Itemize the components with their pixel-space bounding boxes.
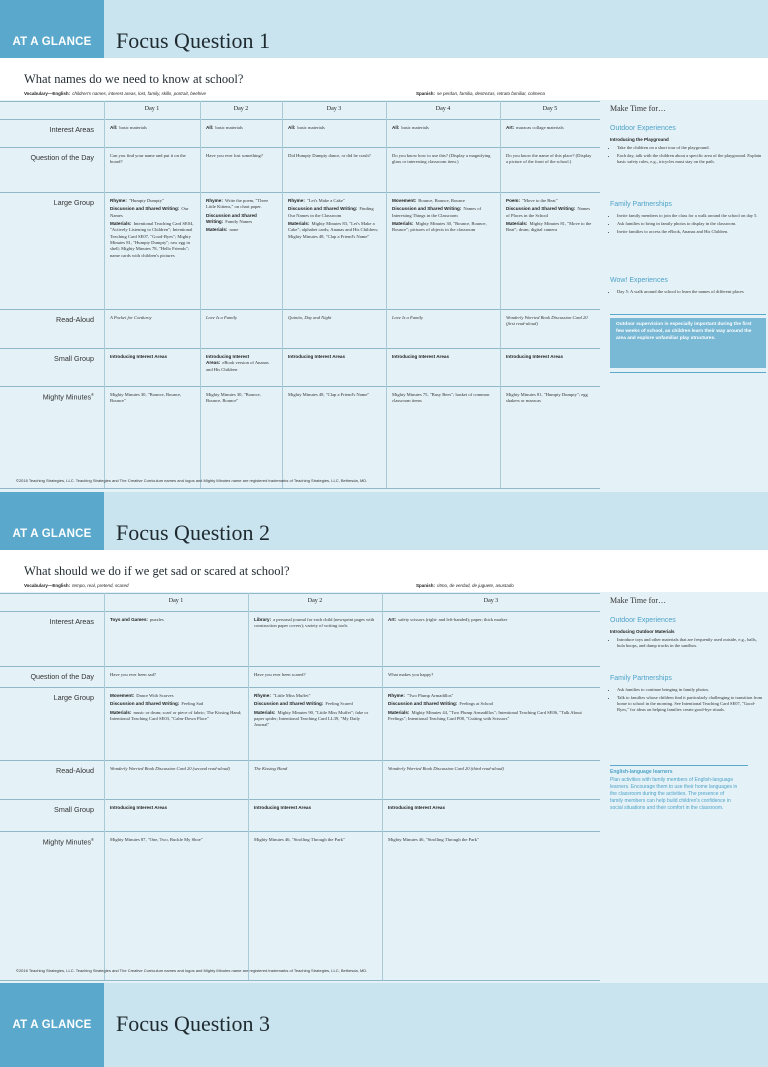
grid-row-line [0,611,600,612]
at-a-glance-label: AT A GLANCE [0,983,104,1067]
cell-label: Materials: [388,709,410,715]
cell-label: Materials: [506,220,528,226]
row-label-text: Question of the Day [30,672,94,681]
grid-row-line [0,101,600,102]
grid-col-line [104,101,105,488]
cell-text: Names of Places in the School [506,206,591,218]
cell-text: Feelings at School [459,701,494,707]
cell-label: Art: [506,125,515,130]
cell-line [206,227,276,233]
day-header: Day 4 [435,106,451,112]
day-header: Day 2 [233,106,249,112]
cell-text: eBook version of Ananas and His Children [206,360,269,372]
read-aloud-cell: Wonderly Worried Book Discussion Card 20 (second read-aloud) [110,766,230,771]
outdoor-list [610,145,765,167]
cell-line [110,206,194,219]
large-group-cell [392,198,494,236]
large-group-cell [254,693,376,731]
cell-label: Movement: [110,693,135,698]
cell-text: "Humpty Dumpty" [128,198,164,203]
fq1-section [0,0,768,492]
row-label [0,153,94,162]
cell-text: "Move to the Beat" [522,198,558,203]
cell-label: Introducing Interest Areas [506,354,564,359]
grid-row-line [0,309,600,310]
vocabulary-spanish [416,583,514,588]
cell-line [392,198,494,204]
cell-text: music or drum; scarf or piece of fabric; The Kissing Hand; Intentional Teaching Card SE03, "Calm-Down Place" [110,709,242,721]
large-group-cell [288,198,380,242]
question-of-the-day-cell: What makes you happy? [388,672,434,677]
cell-line [110,701,242,707]
grid-row-line [0,831,600,832]
row-label-text: Interest Areas [49,125,94,134]
row-label-text: Mighty Minutes [42,392,92,402]
cell-label: Materials: [254,709,276,715]
vocabulary-english [24,583,128,588]
cell-line [206,213,276,226]
interest-area-cell [288,125,380,131]
mighty-minutes-cell: Mighty Minutes 46, "Strolling Through the Park" [388,837,479,842]
cell-text: basic materials [401,125,429,130]
cell-label: All: [206,125,214,130]
read-aloud-cell: A Pocket for Corduroy [110,315,152,320]
small-group-cell [388,805,594,811]
interest-area-cell [506,125,594,131]
cell-line [388,693,594,699]
large-group-cell [206,198,276,236]
small-group-cell [506,354,594,360]
read-aloud-cell: The Kissing Hand [254,766,288,771]
grid-row-line [0,147,600,148]
grid-row-line [0,348,600,349]
list-item: • Introduce toys and other materials that are frequently used outside, e.g., balls, hula hoops, and dump trucks in the sandbox. [617,637,765,649]
vocab-words: children's names, interest areas, lost, family, skills, portrait, beehive [72,91,207,96]
vocabulary-english [24,91,206,96]
ell-rule [610,765,748,766]
cell-label: Rhyme: [110,198,127,203]
row-label [0,693,94,702]
cell-label: Discussion and Shared Writing: [110,206,180,212]
callout-rule [610,314,766,315]
day-header: Day 2 [307,598,323,604]
grid-col-line [386,101,387,488]
wow-list [610,289,765,297]
small-group-cell [288,354,380,360]
cell-label: Discussion and Shared Writing: [388,701,458,707]
grid-col-line [500,101,501,488]
interest-area-cell [392,125,494,131]
cell-label: Movement: [392,198,417,203]
list-item: • Ask families to bring in family photos to display in the classroom. [617,221,765,227]
vocabulary-spanish [416,91,545,96]
cell-label: Art: [388,617,397,622]
day-header: Day 5 [542,106,558,112]
cell-label: Materials: [110,220,132,226]
cell-text: "Let's Make a Cake" [306,198,345,203]
cell-text: "Little Miss Muffet" [272,693,311,698]
cell-text: Feeling Sad [181,701,204,707]
cell-text: Finding Our Names in the Classroom [288,206,374,218]
cell-label: Introducing Interest Areas [110,354,168,359]
read-aloud-cell: Wonderly Worried Book Discussion Card 20 (first read-aloud) [506,315,588,327]
mighty-minutes-cell: Mighty Minutes 46, "Strolling Through the Park" [254,837,345,842]
cell-label: Discussion and Shared Writing: [506,206,576,212]
question-of-the-day-cell: Have you ever been scared? [254,672,306,677]
row-label-text: Mighty Minutes [42,837,92,847]
family-list [610,687,765,715]
question-of-the-day-cell: Do you know how to use this? (Display a magnifying glass or interesting classroom item.) [392,153,491,165]
grid-col-line [248,593,249,980]
row-label [0,617,94,626]
fq3-section [0,983,768,1043]
list-item: • Ask families to continue bringing in family photos. [617,687,765,693]
focus-question-title: Focus Question 2 [116,520,270,545]
list-item: • Invite families to access the eBook, Ananas and His Children. [617,229,765,235]
cell-line [254,710,376,729]
cell-text: basic materials [215,125,243,130]
family-list [610,213,765,237]
grid-row-line [0,119,600,120]
cell-text: basic materials [297,125,325,130]
interest-area-cell [206,125,276,131]
cell-label: Rhyme: [388,693,405,698]
make-time-header: Make Time for… [610,596,666,605]
grid-row-line [0,687,600,688]
cell-label: All: [288,125,296,130]
cell-label: Discussion and Shared Writing: [110,701,180,707]
row-label-text: Small Group [54,805,94,814]
spanish-label: Spanish: [416,91,436,96]
cell-label: Materials: [392,220,414,226]
question-of-the-day-cell: Did Humpty Dumpty dance, or did he crash? [288,153,371,158]
mighty-minutes-cell: Mighty Minutes 81, "Humpty Dumpty"; egg shakers or maracas [506,392,588,404]
grid-col-line [104,593,105,980]
cell-text: Family Names [225,218,253,224]
copyright-footer: ©2016 Teaching Strategies, LLC. Teaching Strategies and The Creative Curriculum names and logos and Mighty Minutes name are registered trademarks of Teaching Strategies, LLC, Bethesda, MD. [16,478,368,483]
grid-row-line [0,488,600,489]
make-time-header: Make Time for… [610,104,666,113]
callout-rule-bottom [610,372,766,373]
row-label [0,805,94,814]
outdoor-subheading: Introducing Outdoor Materials [610,629,675,634]
small-group-cell [206,354,276,373]
focus-question-title: Focus Question 3 [116,1011,270,1036]
row-label-text: Large Group [53,693,94,702]
cell-line [110,198,194,204]
cell-label: All: [110,125,118,130]
spanish-label: Spanish: [416,583,436,588]
cell-label: Materials: [288,220,310,226]
grid-row-line [0,386,600,387]
cell-line [206,198,276,211]
row-label-text: Interest Areas [49,617,94,626]
spanish-words: se perdan, familia, destrezas, retrato familiar, colmena [437,91,546,96]
row-label [0,198,94,207]
cell-text: Dance With Scarves [136,693,174,698]
row-label [0,672,94,681]
cell-text: Intentional Teaching Card SE04, "Actively Listening to Children"; Intentional Teaching Card SE07, "Good-Byes"; Mighty Minutes 81, "Humpty Dumpty"; raw egg in shell; Mighty Minutes 78, "Hello Friends"; name cards with children's pictures [110,220,194,258]
at-a-glance-label: AT A GLANCE [0,0,104,84]
family-partnerships-heading: Family Partnerships [610,201,672,208]
small-group-cell [110,805,242,811]
row-label [0,354,94,363]
fq2-section [0,492,768,983]
cell-text: Mighty Minutes 44, "Two Plump Armadillos"; Intentional Teaching Card SE06, "Talk About Feelings"; Intentional Teaching Card P08, "Cutting with Scissors" [388,709,582,721]
question-of-the-day-cell: Have you ever lost something? [206,153,263,158]
cell-line [392,221,494,234]
small-group-cell [254,805,376,811]
cell-line [288,198,380,204]
family-partnerships-heading: Family Partnerships [610,675,672,682]
outdoor-subheading: Introducing the Playground [610,137,669,142]
cell-label: Introducing Interest Areas: [206,354,250,366]
cell-text: Write the poem, "Three Little Kittens," on chart paper. [206,198,269,210]
cell-line [288,206,380,219]
cell-text: Names of Interesting Things in the Classroom [392,206,482,218]
small-group-cell [110,354,194,360]
cell-line [110,710,242,723]
day-header: Day 3 [326,106,342,112]
row-label [0,837,94,846]
cell-text: a personal journal for each child (newsprint pages with construction paper covers); variety of writing tools [254,617,375,629]
read-aloud-cell: Love Is a Family [206,315,238,320]
grid-row-line [0,799,600,800]
read-aloud-cell: Quinito, Day and Night [288,315,332,320]
cell-label: Discussion and Shared Writing: [392,206,462,212]
ell-heading: English-language learners [610,769,673,775]
outdoor-experiences-heading: Outdoor Experiences [610,617,676,624]
outdoor-list [610,637,765,651]
focus-question-text: What names do we need to know at school? [24,72,244,86]
cell-text: Feeling Scared [325,701,353,707]
copyright-footer: ©2016 Teaching Strategies, LLC. Teaching Strategies and The Creative Curriculum names and logos and Mighty Minutes name are registered trademarks of Teaching Strategies, LLC, Bethesda, MD. [16,968,368,973]
cell-line [288,221,380,240]
mighty-minutes-cell: Mighty Minutes 30, "Bounce, Bounce, Bounce" [110,392,182,404]
read-aloud-cell: Love Is a Family [392,315,424,320]
cell-line [388,710,594,723]
list-item: • Day 5: A walk around the school to learn the names of different places [617,289,765,295]
question-of-the-day-cell: Do you know the name of this place? (Display a picture of the front of the school.) [506,153,592,165]
large-group-cell [388,693,594,724]
row-label-text: Large Group [53,198,94,207]
cell-line [506,221,594,234]
vocab-label: Vocabulary—English: [24,91,71,96]
cell-line [254,701,376,707]
cell-line [388,701,594,707]
cell-label: Poem: [506,198,521,203]
grid-row-line [0,760,600,761]
list-item: • Take the children on a short tour of the playground. [617,145,765,151]
grid-col-line [382,593,383,980]
cell-label: Toys and Games: [110,617,148,622]
cell-text: Bounce, Bounce, Bounce [418,198,465,203]
interest-area-cell [110,125,194,131]
mighty-minutes-cell: Mighty Minutes 48, "Clap a Friend's Name" [288,392,370,397]
cell-text: Mighty Minutes 90, "Little Miss Muffet"; fake or paper spider; Intentional Teaching Card LL39, "My Daily Journal" [254,709,369,728]
small-group-cell [392,354,494,360]
read-aloud-cell: Wonderly Worried Book Discussion Card 20 (third read-aloud) [388,766,504,771]
at-a-glance-label: AT A GLANCE [0,492,104,576]
cell-label: Materials: [206,227,228,233]
cell-text: puzzles [149,617,164,622]
cell-text: safety scissors (right- and left-handed); paper; thick marker [398,617,508,622]
row-label-text: Question of the Day [30,153,94,162]
list-item: • Each day, talk with the children about a specific area of the playground. Explain basic safety rules, e.g., tricycles must stay on the path. [617,153,765,165]
cell-line [110,221,194,259]
grid-col-line [200,101,201,488]
cell-label: Discussion and Shared Writing: [288,206,358,212]
cell-label: Library: [254,617,272,622]
cell-text: Mighty Minutes 30, "Bounce, Bounce, Bounce"; pictures of objects in the classroom [392,220,487,233]
cell-text: basic materials [119,125,147,130]
mighty-minutes-cell: Mighty Minutes 30, "Bounce, Bounce, Bounce" [206,392,261,404]
cell-label: Discussion and Shared Writing: [206,212,257,224]
cell-label: Rhyme: [254,693,271,698]
large-group-cell [506,198,594,236]
cell-label: All: [392,125,400,130]
interest-area-cell [110,617,242,623]
cell-label: Discussion and Shared Writing: [254,701,324,707]
row-label [0,315,94,324]
registered-mark: ® [91,392,94,397]
vocab-words: tempo, real, pretend, scared [72,583,129,588]
cell-label: Introducing Interest Areas [392,354,450,359]
row-label-text: Read-Aloud [56,315,94,324]
mighty-minutes-cell: Mighty Minutes 75, "Busy Bees"; basket of common classroom items [392,392,490,404]
cell-line [110,693,242,699]
cell-text: Mighty Minutes 81, "Move to the Beat"; drum; digital camera [506,220,592,233]
day-header: Day 3 [483,598,499,604]
cell-label: Introducing Interest Areas [388,805,446,810]
wow-experiences-heading: Wow! Experiences [610,277,668,284]
list-item: • Invite family members to join the class for a walk around the school on day 5. [617,213,765,219]
row-label [0,766,94,775]
cell-label: Materials: [110,709,132,715]
focus-question-text: What should we do if we get sad or scared at school? [24,564,290,578]
grid-row-line [0,666,600,667]
cell-text: maracas collage materials [516,125,564,130]
grid-row-line [0,593,600,594]
grid-row-line [0,192,600,193]
row-label-text: Small Group [54,354,94,363]
ell-text: Plan activities with family members of English-language learners. Encourage them to use their home languages in the classroom during the activities. The presence of family members can help build children's confidence in social situations and their comfort in the classroom. [610,777,738,811]
mighty-minutes-cell: Mighty Minutes 87, "One, Two, Buckle My Shoe" [110,837,203,842]
cell-label: Rhyme: [206,198,223,203]
cell-text: "Two Plump Armadillos" [406,693,454,698]
supervision-callout: Outdoor supervision is especially important during the first few weeks of school, as children learn their way around the area and explore unfamiliar play structures. [610,318,766,368]
row-label-text: Read-Aloud [56,766,94,775]
vocab-label: Vocabulary—English: [24,583,71,588]
cell-line [254,693,376,699]
cell-line [392,206,494,219]
large-group-cell [110,693,242,724]
large-group-cell [110,198,194,261]
question-of-the-day-cell: Have you ever been sad? [110,672,156,677]
grid-col-line [282,101,283,488]
cell-text: Mighty Minutes 83, "Let's Make a Cake"; alphabet cards; Ananas and His Children; Mighty Minutes 48, "Clap a Friend's Name" [288,220,378,239]
row-label [0,392,94,401]
spanish-words: ritmo, de verdad, de juguete, asustado [437,583,514,588]
row-label [0,125,94,134]
cell-label: Introducing Interest Areas [288,354,346,359]
interest-area-cell [254,617,376,630]
interest-area-cell [388,617,594,623]
cell-line [506,198,594,204]
cell-text: none [229,227,239,233]
day-header: Day 1 [144,106,160,112]
cell-label: Rhyme: [288,198,305,203]
day-header: Day 1 [168,598,184,604]
list-item: • Talk to families whose children find it particularly challenging to transition from home to school in the morning. See Intentional Teaching Card SE07, "Good-Byes," for ideas on helping families create good-bye rituals. [617,695,765,713]
cell-label: Introducing Interest Areas [254,805,312,810]
cell-text: Our Names [110,206,189,218]
outdoor-experiences-heading: Outdoor Experiences [610,125,676,132]
cell-line [506,206,594,219]
cell-label: Introducing Interest Areas [110,805,168,810]
focus-question-title: Focus Question 1 [116,28,270,53]
question-of-the-day-cell: Can you find your name and put it on the board? [110,153,186,165]
registered-mark: ® [91,837,94,842]
grid-row-line [0,980,600,981]
